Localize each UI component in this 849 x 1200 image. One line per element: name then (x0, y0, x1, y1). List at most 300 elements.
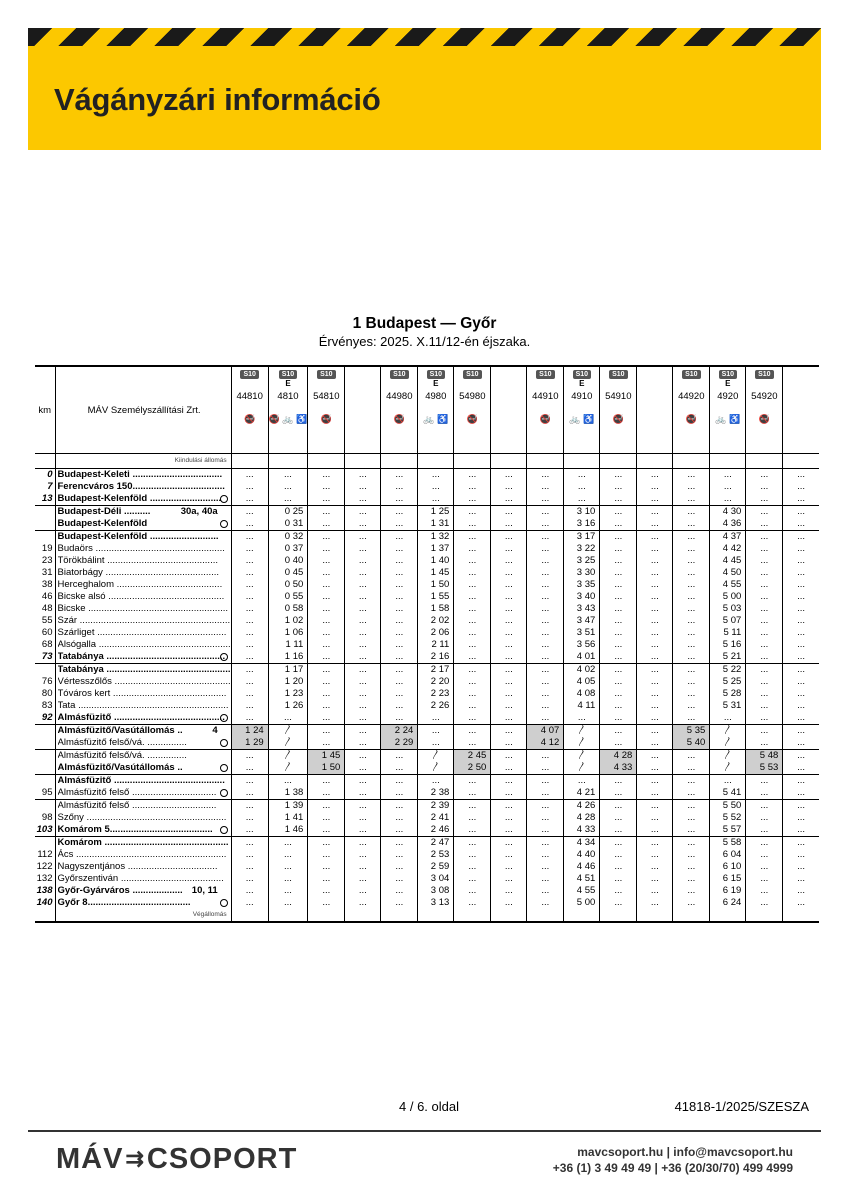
station-name: Szárliget ................................................. (55, 627, 231, 639)
departure-time: 5 11 (710, 627, 746, 639)
station-row (35, 873, 819, 885)
time-cell: ... (454, 506, 491, 519)
time-cell: ... (454, 787, 491, 800)
train-column-header (637, 366, 673, 454)
departure-time: 1 25 (418, 506, 454, 519)
time-cell: ... (746, 812, 783, 824)
label-blank (673, 454, 710, 469)
connection-ref: 30a, 40a (180, 506, 218, 517)
station-row (35, 506, 819, 519)
time-cell: ... (268, 775, 308, 788)
time-cell: ... (231, 688, 268, 700)
station-circle-icon (220, 789, 228, 797)
station-row (35, 737, 819, 750)
page-number: 4 / 6. oldal (399, 1099, 459, 1114)
time-cell: ... (454, 567, 491, 579)
time-cell: ... (381, 531, 418, 544)
time-cell: ... (710, 469, 746, 482)
km-cell: 68 (41, 639, 53, 650)
km-cell: 19 (41, 543, 53, 554)
km-cell: 46 (41, 591, 53, 602)
time-cell: ... (637, 725, 673, 738)
station-circle-icon (220, 739, 228, 747)
time-cell: ... (637, 555, 673, 567)
label-blank (600, 454, 637, 469)
time-cell: ... (454, 555, 491, 567)
time-cell: ... (491, 639, 527, 651)
departure-time: 1 26 (268, 700, 308, 712)
time-cell: ... (600, 603, 637, 615)
departure-time: 4 26 (564, 800, 600, 813)
station-name: Almásfüzitő/Vasútállomás .. (55, 762, 231, 775)
departure-time: 3 35 (564, 579, 600, 591)
time-cell: ... (345, 688, 381, 700)
time-cell: ... (491, 481, 527, 493)
departure-time: 1 38 (268, 787, 308, 800)
time-cell: ... (381, 469, 418, 482)
label-blank (491, 454, 527, 469)
departure-time: 1 41 (268, 812, 308, 824)
station-row (35, 664, 819, 677)
time-cell: ... (381, 812, 418, 824)
time-cell: ... (600, 493, 637, 506)
time-cell: ... (308, 531, 345, 544)
time-cell: ... (454, 518, 491, 531)
time-cell: ... (231, 664, 268, 677)
time-cell: ... (746, 555, 783, 567)
time-cell: ... (491, 651, 527, 664)
time-cell: ... (381, 885, 418, 897)
time-cell: ... (746, 639, 783, 651)
time-cell: ... (345, 849, 381, 861)
time-cell: ... (746, 481, 783, 493)
end-label: Végállomás (55, 909, 231, 922)
time-cell: ... (231, 493, 268, 506)
time-cell: ... (345, 676, 381, 688)
time-cell: ... (564, 469, 600, 482)
time-cell: ... (231, 800, 268, 813)
time-cell: ... (746, 531, 783, 544)
service-badge: S10 (317, 370, 335, 379)
time-cell: ... (345, 651, 381, 664)
time-cell: ... (637, 603, 673, 615)
time-cell: ... (527, 676, 564, 688)
time-cell: ... (783, 603, 819, 615)
departure-time: 3 30 (564, 567, 600, 579)
time-cell: ... (637, 627, 673, 639)
time-cell: ... (308, 555, 345, 567)
station-row (35, 543, 819, 555)
connection-ref: 10, 11 (191, 885, 218, 896)
time-cell: ... (381, 555, 418, 567)
time-cell: ... (527, 567, 564, 579)
time-cell: ... (637, 579, 673, 591)
departure-time: 2 59 (418, 861, 454, 873)
contact-phone: +36 (1) 3 49 49 49 | +36 (20/30/70) 499 4999 (552, 1161, 793, 1175)
time-cell: ... (231, 676, 268, 688)
time-cell: ... (231, 531, 268, 544)
time-cell: ... (231, 885, 268, 897)
time-cell: ... (381, 627, 418, 639)
time-cell: ... (491, 603, 527, 615)
station-name: Bicske alsó ............................................ (55, 591, 231, 603)
service-symbols-icon: 🚲 ♿ (423, 414, 449, 424)
km-cell (35, 531, 55, 544)
departure-time: 1 58 (418, 603, 454, 615)
time-cell: ... (673, 615, 710, 627)
time-cell: ... (600, 688, 637, 700)
time-cell: ... (637, 787, 673, 800)
train-column-header (268, 366, 308, 454)
time-cell: ... (381, 712, 418, 725)
time-cell: ... (491, 469, 527, 482)
time-cell: ... (783, 567, 819, 579)
service-symbols-icon: 🚭 (685, 414, 697, 424)
station-row (35, 518, 819, 531)
time-cell: ... (783, 712, 819, 725)
km-cell: 80 (41, 688, 53, 699)
time-cell: ... (673, 591, 710, 603)
time-cell: ... (231, 651, 268, 664)
km-cell: 140 (36, 897, 53, 908)
km-cell: 38 (41, 579, 53, 590)
time-cell: ... (527, 481, 564, 493)
time-cell: ... (746, 627, 783, 639)
time-cell: ... (783, 615, 819, 627)
service-symbols-icon: 🚭 (612, 414, 624, 424)
time-cell: ... (231, 506, 268, 519)
time-cell: ... (527, 506, 564, 519)
time-cell: ... (381, 639, 418, 651)
time-cell: ... (746, 469, 783, 482)
time-cell: ... (454, 861, 491, 873)
departure-time: 5 35 (673, 725, 710, 738)
time-cell: ... (600, 775, 637, 788)
time-cell: ... (491, 567, 527, 579)
time-cell: ... (783, 824, 819, 837)
time-cell: ... (491, 579, 527, 591)
time-cell: ... (600, 725, 637, 738)
time-cell: ... (637, 800, 673, 813)
time-cell: ... (454, 725, 491, 738)
time-cell: ... (673, 531, 710, 544)
time-cell: ... (527, 861, 564, 873)
time-cell: ... (527, 603, 564, 615)
time-cell: ... (454, 824, 491, 837)
time-cell: ... (268, 469, 308, 482)
km-cell (35, 725, 55, 738)
time-cell: ... (746, 824, 783, 837)
train-column-header (673, 366, 710, 454)
time-cell: ... (637, 664, 673, 677)
departure-time: 1 29 (231, 737, 268, 750)
departure-time: 1 40 (418, 555, 454, 567)
station-row (35, 812, 819, 824)
time-cell: ... (381, 837, 418, 850)
station-name: Nagyszentjános .................................. (55, 861, 231, 873)
time-cell: ... (491, 762, 527, 775)
departure-time: 5 07 (710, 615, 746, 627)
time-cell: ... (418, 737, 454, 750)
service-symbols-icon: 🚭 (539, 414, 551, 424)
time-cell: ... (491, 615, 527, 627)
station-name: Komárom 5....................................... (55, 824, 231, 837)
time-cell: ... (231, 824, 268, 837)
time-cell: ... (345, 639, 381, 651)
train-column-header (564, 366, 600, 454)
departure-time: 1 45 (418, 567, 454, 579)
time-cell: ... (746, 615, 783, 627)
time-cell: ... (345, 555, 381, 567)
time-cell: ... (231, 481, 268, 493)
departure-time: 4 05 (564, 676, 600, 688)
time-cell: ... (308, 603, 345, 615)
time-cell: 〳 (268, 725, 308, 738)
time-cell: ... (231, 837, 268, 850)
departure-time: 1 16 (268, 651, 308, 664)
time-cell: ... (637, 897, 673, 909)
time-cell: ... (673, 849, 710, 861)
time-cell: ... (491, 627, 527, 639)
station-name: Győr 8....................................... (55, 897, 231, 909)
station-row (35, 493, 819, 506)
end-label-row (35, 909, 819, 922)
km-cell: 23 (41, 555, 53, 566)
time-cell: ... (381, 861, 418, 873)
time-cell: ... (527, 837, 564, 850)
station-name: Tóváros kert ........................................... (55, 688, 231, 700)
departure-time: 2 24 (381, 725, 418, 738)
time-cell: ... (527, 688, 564, 700)
hazard-stripes (28, 28, 821, 46)
station-name: Tata ......................................................... (55, 700, 231, 712)
time-cell: ... (268, 885, 308, 897)
operator-header: MÁV Személyszállítási Zrt. (55, 366, 231, 454)
time-cell: ... (673, 700, 710, 712)
header-banner (28, 28, 821, 150)
time-cell: ... (345, 885, 381, 897)
time-cell: ... (673, 812, 710, 824)
station-row (35, 639, 819, 651)
station-name: Komárom ............................................... (55, 837, 231, 850)
time-cell: ... (454, 664, 491, 677)
train-column-header (783, 366, 819, 454)
time-cell: ... (268, 837, 308, 850)
km-cell: 98 (41, 812, 53, 823)
time-cell: ... (345, 812, 381, 824)
departure-time: 3 25 (564, 555, 600, 567)
station-name: Budapest-Kelenföld ........................... (55, 493, 231, 506)
time-cell: ... (345, 591, 381, 603)
departure-time: 1 31 (418, 518, 454, 531)
station-circle-icon (220, 826, 228, 834)
time-cell: ... (637, 639, 673, 651)
time-cell: ... (454, 615, 491, 627)
time-cell: ... (673, 469, 710, 482)
label-blank (783, 454, 819, 469)
time-cell: ... (308, 627, 345, 639)
time-cell: ... (418, 469, 454, 482)
time-cell: ... (308, 591, 345, 603)
departure-time: 3 43 (564, 603, 600, 615)
time-cell: ... (381, 603, 418, 615)
train-category: E (433, 379, 439, 388)
label-blank (527, 454, 564, 469)
departure-time: 5 21 (710, 651, 746, 664)
time-cell: ... (746, 591, 783, 603)
time-cell: ... (527, 518, 564, 531)
time-cell: ... (418, 493, 454, 506)
time-cell: ... (231, 861, 268, 873)
time-cell: ... (600, 664, 637, 677)
time-cell: ... (231, 543, 268, 555)
time-cell: ... (637, 824, 673, 837)
time-cell: ... (746, 849, 783, 861)
departure-time: 2 41 (418, 812, 454, 824)
time-cell: ... (600, 861, 637, 873)
time-cell: ... (637, 885, 673, 897)
time-cell: ... (491, 518, 527, 531)
time-cell: ... (345, 861, 381, 873)
time-cell: ... (783, 481, 819, 493)
time-cell: ... (308, 688, 345, 700)
time-cell: ... (783, 627, 819, 639)
train-category: E (725, 379, 731, 388)
departure-time: 2 45 (454, 750, 491, 763)
time-cell: 〳 (564, 737, 600, 750)
station-circle-icon (220, 714, 228, 722)
time-cell: ... (308, 812, 345, 824)
time-cell: ... (527, 543, 564, 555)
time-cell: ... (308, 873, 345, 885)
time-cell: ... (637, 469, 673, 482)
station-name: Almásfüzitő felső ................................ (55, 787, 231, 800)
station-row (35, 469, 819, 482)
time-cell: ... (600, 567, 637, 579)
time-cell: ... (454, 543, 491, 555)
time-cell: ... (746, 787, 783, 800)
time-cell: ... (381, 506, 418, 519)
time-cell: ... (345, 762, 381, 775)
km-cell: 103 (36, 824, 53, 835)
station-row (35, 750, 819, 763)
time-cell: ... (308, 579, 345, 591)
time-cell: ... (783, 493, 819, 506)
time-cell: ... (746, 885, 783, 897)
time-cell: ... (600, 812, 637, 824)
km-cell: 95 (41, 787, 53, 798)
time-cell: ... (231, 603, 268, 615)
time-cell: ... (564, 712, 600, 725)
time-cell: ... (231, 787, 268, 800)
station-name: Tatabánya ............................................. (55, 651, 231, 664)
time-cell: ... (600, 518, 637, 531)
time-cell: ... (673, 481, 710, 493)
km-cell: 92 (41, 712, 53, 723)
time-cell: ... (491, 506, 527, 519)
time-cell: ... (783, 787, 819, 800)
time-cell: ... (637, 591, 673, 603)
station-row (35, 627, 819, 639)
time-cell: ... (381, 579, 418, 591)
time-cell: ... (418, 725, 454, 738)
time-cell: ... (783, 700, 819, 712)
departure-time: 0 32 (268, 531, 308, 544)
service-badge: S10 (427, 370, 445, 379)
page-title: Vágányzári információ (54, 82, 381, 117)
departure-time: 2 06 (418, 627, 454, 639)
time-cell: ... (746, 518, 783, 531)
time-cell: ... (231, 812, 268, 824)
time-cell: ... (491, 737, 527, 750)
time-cell: ... (673, 555, 710, 567)
departure-time: 5 52 (710, 812, 746, 824)
service-symbols-icon: 🚭 (466, 414, 478, 424)
time-cell: ... (637, 762, 673, 775)
departure-time: 0 45 (268, 567, 308, 579)
station-name: Almásfüzitő felső ................................ (55, 800, 231, 813)
departure-time: 5 41 (710, 787, 746, 800)
time-cell: ... (637, 737, 673, 750)
time-cell: ... (600, 506, 637, 519)
station-row (35, 762, 819, 775)
label-blank (418, 454, 454, 469)
time-cell: ... (268, 897, 308, 909)
station-row (35, 712, 819, 725)
departure-time: 0 25 (268, 506, 308, 519)
time-cell: ... (527, 639, 564, 651)
departure-time: 3 17 (564, 531, 600, 544)
time-cell: ... (673, 824, 710, 837)
time-cell: ... (454, 603, 491, 615)
time-cell: ... (308, 800, 345, 813)
time-cell: ... (381, 897, 418, 909)
departure-time: 5 40 (673, 737, 710, 750)
km-cell (35, 506, 55, 519)
time-cell: ... (308, 712, 345, 725)
km-cell: 112 (37, 849, 53, 860)
time-cell: ... (783, 800, 819, 813)
km-cell (35, 837, 55, 850)
departure-time: 2 20 (418, 676, 454, 688)
km-cell (35, 518, 55, 531)
departure-time: 1 17 (268, 664, 308, 677)
km-cell: 60 (41, 627, 53, 638)
time-cell: ... (308, 737, 345, 750)
time-cell: ... (345, 712, 381, 725)
time-cell: ... (637, 651, 673, 664)
label-blank (345, 454, 381, 469)
time-cell: ... (308, 651, 345, 664)
time-cell: ... (418, 712, 454, 725)
departure-time: 1 45 (308, 750, 345, 763)
time-cell: ... (527, 531, 564, 544)
station-name: Tatabánya ............................................... (55, 664, 231, 677)
departure-time: 3 56 (564, 639, 600, 651)
time-cell: ... (527, 579, 564, 591)
departure-time: 3 22 (564, 543, 600, 555)
station-name: Almásfüzitő/Vasútállomás .. 4 (55, 725, 231, 738)
train-number: 4910 (571, 391, 593, 402)
time-cell: ... (746, 603, 783, 615)
km-cell: 7 (47, 481, 53, 492)
time-cell: ... (345, 664, 381, 677)
time-cell: ... (231, 712, 268, 725)
time-cell: ... (783, 737, 819, 750)
station-row (35, 676, 819, 688)
time-cell: ... (231, 775, 268, 788)
time-cell: 〳 (564, 725, 600, 738)
